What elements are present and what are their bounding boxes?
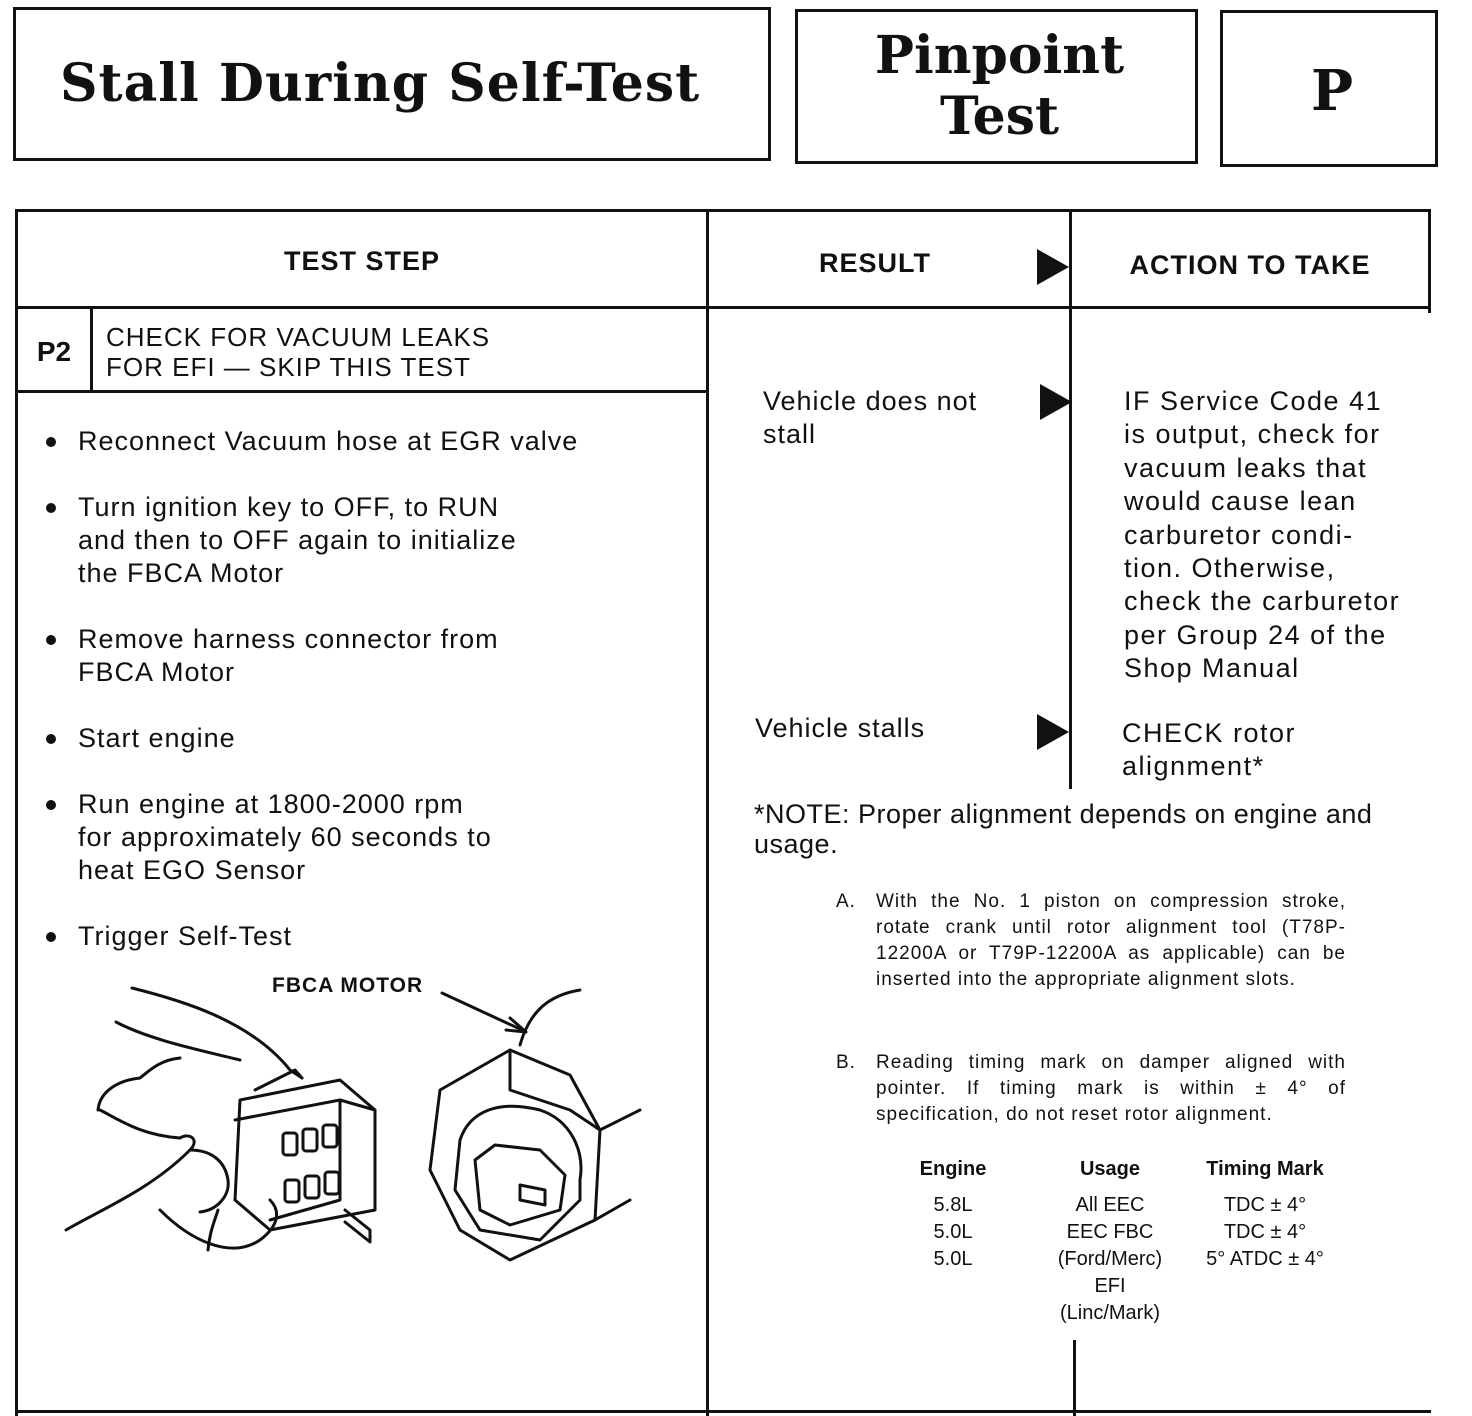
- page-title: Stall During Self-Test: [60, 53, 701, 114]
- result-1-arrow-icon: [1040, 384, 1072, 420]
- result-arrow-icon: [1037, 249, 1069, 285]
- action-1: IF Service Code 41 is output, check for vacuum leaks that would cause lean carburetor condi- tion. Otherwise, check the carburetor per Group 24 of the Shop Manual: [1124, 386, 1401, 684]
- spec-cell: 5° ATDC ± 4°: [1206, 1248, 1324, 1270]
- result-1-line2: stall: [763, 419, 817, 449]
- instruction-item: Start engine: [44, 722, 684, 755]
- header-divider: [15, 306, 1431, 309]
- col-header-result: RESULT: [819, 248, 931, 278]
- col-header-test-step: TEST STEP: [283, 246, 441, 276]
- spec-cell: TDC ± 4°: [1223, 1194, 1307, 1216]
- step-id-divider: [90, 309, 93, 392]
- bullet-icon: [46, 437, 56, 447]
- spec-cell: EEC FBC: [1066, 1221, 1154, 1243]
- column-divider-2-lower: [1073, 1340, 1076, 1416]
- action-2: CHECK rotor alignment*: [1122, 718, 1297, 782]
- bullet-icon: [46, 635, 56, 645]
- test-type-line1: Pinpoint: [874, 25, 1125, 86]
- spec-cell: 5.8L: [933, 1194, 973, 1216]
- spec-header-engine: Engine: [919, 1158, 987, 1180]
- instruction-item: Remove harness connector from FBCA Motor: [44, 623, 684, 689]
- bullet-icon: [46, 503, 56, 513]
- spec-header-timing: Timing Mark: [1206, 1158, 1324, 1180]
- note-item-a: A. With the No. 1 piston on compression stroke, rotate crank until rotor alignment tool (T78P-12200A or T79P-12200A as applicable) can be inserted into the appropriate alignment slots.: [836, 891, 1346, 990]
- spec-cell: (Ford/Merc) EFI (Linc/Mark): [1057, 1248, 1163, 1324]
- step-title-underline: [18, 390, 706, 393]
- instruction-item: Reconnect Vacuum hose at EGR valve: [44, 425, 684, 458]
- fbca-motor-illustration: [40, 960, 680, 1290]
- step-instructions: [44, 425, 684, 986]
- result-2-arrow-icon: [1037, 714, 1069, 750]
- title-box: [13, 7, 771, 161]
- table-border-top: [15, 209, 1431, 212]
- step-title-line2: FOR EFI — SKIP THIS TEST: [106, 352, 471, 382]
- spec-cell: All EEC: [1075, 1194, 1145, 1216]
- column-divider-1: [706, 209, 709, 1416]
- instruction-item: Run engine at 1800-2000 rpm for approximately 60 seconds to heat EGO Sensor: [44, 788, 684, 887]
- test-letter-box: [1220, 10, 1438, 167]
- instruction-item: Trigger Self-Test: [44, 920, 684, 953]
- step-title-line1: CHECK FOR VACUUM LEAKS: [106, 322, 491, 352]
- bullet-icon: [46, 800, 56, 810]
- table-border-bottom: [15, 1410, 1431, 1413]
- spec-cell: TDC ± 4°: [1223, 1221, 1307, 1243]
- spec-header-usage: Usage: [1079, 1158, 1141, 1180]
- bullet-icon: [46, 734, 56, 744]
- alignment-note: *NOTE: Proper alignment depends on engine and usage.: [754, 799, 1373, 859]
- result-2-line1: Vehicle stalls: [755, 713, 926, 743]
- step-id: P2: [36, 336, 72, 367]
- test-type-box: [795, 9, 1198, 164]
- column-divider-2: [1069, 209, 1072, 789]
- note-item-b: B. Reading timing mark on damper aligned with pointer. If timing mark is within ± 4° of specification, do not reset rotor alignment.: [836, 1052, 1346, 1125]
- spec-cell: 5.0L: [933, 1221, 973, 1243]
- bullet-icon: [46, 932, 56, 942]
- test-letter: P: [1310, 58, 1354, 124]
- result-1-line1: Vehicle does not: [763, 386, 978, 416]
- spec-cell: 5.0L: [933, 1248, 973, 1270]
- table-border-right: [1428, 209, 1431, 313]
- instruction-item: Turn ignition key to OFF, to RUN and then to OFF again to initialize the FBCA Motor: [44, 491, 684, 590]
- test-type-line2: Test: [939, 86, 1060, 147]
- figure-label: FBCA MOTOR: [272, 974, 424, 997]
- col-header-action: ACTION TO TAKE: [1129, 250, 1371, 280]
